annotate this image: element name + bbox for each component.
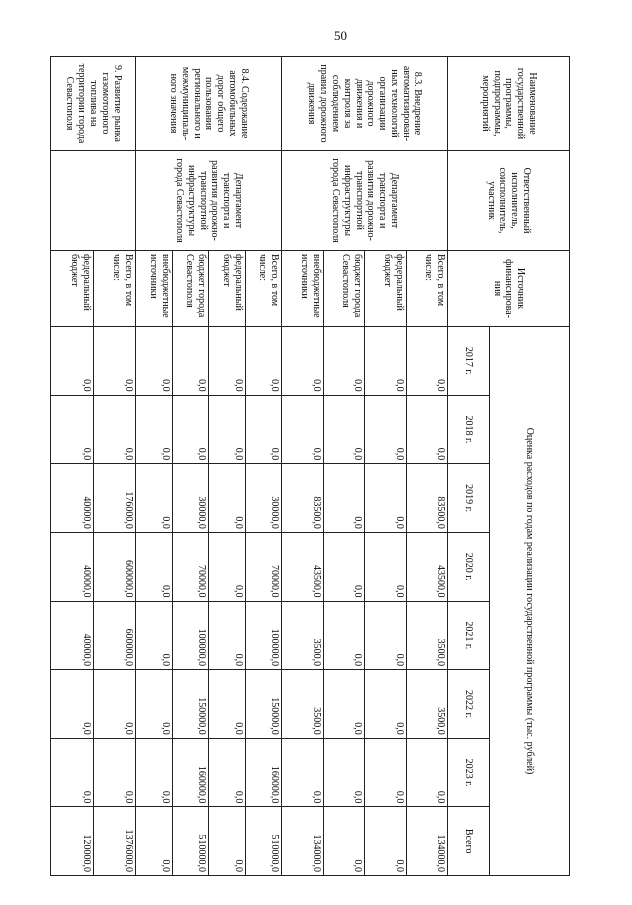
header-year: 2020 г. (448, 532, 490, 601)
header-year: 2019 г. (448, 464, 490, 533)
value-cell: 160000,0 (245, 738, 281, 807)
funding-source: Всего, в том числе: (245, 251, 281, 327)
value-cell: 0,0 (136, 601, 172, 670)
value-cell: 0,0 (209, 464, 245, 533)
value-cell: 3500,0 (282, 601, 324, 670)
value-cell: 0,0 (209, 395, 245, 464)
value-cell: 83500,0 (282, 464, 324, 533)
value-cell: 0,0 (51, 738, 94, 807)
value-cell: 0,0 (209, 670, 245, 739)
value-cell: 0,0 (282, 327, 324, 396)
page-number: 50 (334, 28, 347, 43)
value-cell: 83500,0 (406, 464, 447, 533)
funding-source: внебюджетные источники (282, 251, 324, 327)
total-cell: 1376000,0 (93, 807, 136, 876)
value-cell: 160000,0 (172, 738, 208, 807)
header-estimate: Оценка расходов по годам реализации государственной программы (тыс. рублей) (490, 327, 570, 876)
total-cell: 510000,0 (245, 807, 281, 876)
funding-source: федеральный бюджет (209, 251, 245, 327)
value-cell: 0,0 (172, 395, 208, 464)
header-executor: Ответственный исполнитель, соисполнитель, участник (448, 151, 570, 251)
value-cell: 0,0 (365, 601, 406, 670)
value-cell: 0,0 (365, 738, 406, 807)
value-cell: 0,0 (365, 670, 406, 739)
header-name: Наименование государственной программы, подпрограммы, мероприятий (448, 57, 570, 151)
value-cell: 0,0 (323, 670, 364, 739)
header-year: 2017 г. (448, 327, 490, 396)
value-cell: 100000,0 (172, 601, 208, 670)
value-cell: 0,0 (282, 395, 324, 464)
funding-source: Всего, в том числе: (93, 251, 136, 327)
header-year: 2023 г. (448, 738, 490, 807)
expenditure-table (50, 56, 570, 876)
value-cell: 0,0 (245, 395, 281, 464)
value-cell: 0,0 (172, 327, 208, 396)
funding-source: федеральный бюджет (365, 251, 406, 327)
value-cell: 40000,0 (51, 464, 94, 533)
table-row (93, 57, 136, 876)
value-cell: 0,0 (323, 738, 364, 807)
total-cell: 510000,0 (172, 807, 208, 876)
value-cell: 70000,0 (245, 532, 281, 601)
measure-name: 8.3. Внедрение автоматизирован-ных технологий организации дорожного движения и контроля за соблюдением правил дорожного движения (282, 57, 448, 151)
funding-source: внебюджетные источники (136, 251, 172, 327)
rotated-table-container (50, 56, 570, 876)
header-source: Источник финансирова-ния (448, 251, 570, 327)
total-cell: 134000,0 (406, 807, 447, 876)
value-cell: 150000,0 (172, 670, 208, 739)
measure-name: 9. Развитие рынка газомоторного топлива на территории города Севастополя (51, 57, 136, 151)
header-total: Всего (448, 807, 490, 876)
value-cell: 0,0 (51, 395, 94, 464)
value-cell: 0,0 (136, 532, 172, 601)
value-cell: 0,0 (136, 738, 172, 807)
value-cell: 0,0 (93, 670, 136, 739)
value-cell: 0,0 (323, 601, 364, 670)
value-cell: 0,0 (209, 327, 245, 396)
measure-executor: Департамент транспорта и развития дорожно-транспортной инфраструктуры города Севастополя (282, 151, 448, 251)
value-cell: 0,0 (209, 532, 245, 601)
header-row-top (490, 57, 570, 876)
value-cell: 0,0 (365, 464, 406, 533)
value-cell: 0,0 (51, 670, 94, 739)
funding-source: Всего, в том числе: (406, 251, 447, 327)
table-row (406, 57, 447, 876)
value-cell: 0,0 (365, 395, 406, 464)
value-cell: 43500,0 (282, 532, 324, 601)
funding-source: бюджет города Севастополя (323, 251, 364, 327)
value-cell: 0,0 (323, 464, 364, 533)
funding-source: бюджет города Севастополя (172, 251, 208, 327)
value-cell: 43500,0 (406, 532, 447, 601)
value-cell: 30000,0 (172, 464, 208, 533)
value-cell: 0,0 (365, 327, 406, 396)
value-cell: 0,0 (282, 738, 324, 807)
value-cell: 0,0 (323, 395, 364, 464)
total-cell: 0,0 (209, 807, 245, 876)
value-cell: 600000,0 (93, 601, 136, 670)
total-cell: 0,0 (136, 807, 172, 876)
header-year: 2022 г. (448, 670, 490, 739)
value-cell: 0,0 (93, 395, 136, 464)
value-cell: 3500,0 (406, 670, 447, 739)
measure-name: 8.4. Содержание автомобильных дорог общего пользования регионального и межмуниципаль-ного значения (136, 57, 282, 151)
value-cell: 0,0 (93, 327, 136, 396)
funding-source: федеральный бюджет (51, 251, 94, 327)
value-cell: 176000,0 (93, 464, 136, 533)
value-cell: 3500,0 (406, 601, 447, 670)
value-cell: 0,0 (136, 670, 172, 739)
value-cell: 600000,0 (93, 532, 136, 601)
total-cell: 0,0 (323, 807, 364, 876)
header-year: 2021 г. (448, 601, 490, 670)
total-cell: 0,0 (365, 807, 406, 876)
value-cell: 0,0 (365, 532, 406, 601)
value-cell: 40000,0 (51, 532, 94, 601)
total-cell: 120000,0 (51, 807, 94, 876)
value-cell: 3500,0 (282, 670, 324, 739)
total-cell: 134000,0 (282, 807, 324, 876)
header-year: 2018 г. (448, 395, 490, 464)
value-cell: 0,0 (51, 327, 94, 396)
value-cell: 70000,0 (172, 532, 208, 601)
value-cell: 0,0 (93, 738, 136, 807)
value-cell: 0,0 (406, 395, 447, 464)
value-cell: 0,0 (323, 532, 364, 601)
value-cell: 0,0 (245, 327, 281, 396)
value-cell: 30000,0 (245, 464, 281, 533)
value-cell: 40000,0 (51, 601, 94, 670)
value-cell: 150000,0 (245, 670, 281, 739)
value-cell: 100000,0 (245, 601, 281, 670)
value-cell: 0,0 (209, 601, 245, 670)
value-cell: 0,0 (323, 327, 364, 396)
value-cell: 0,0 (136, 327, 172, 396)
value-cell: 0,0 (209, 738, 245, 807)
table-frame (50, 56, 570, 876)
measure-executor (51, 151, 136, 251)
table-row (245, 57, 281, 876)
measure-executor: Департамент транспорта и развития дорожно-транспортной инфраструктуры города Севастополя (136, 151, 282, 251)
value-cell: 0,0 (136, 395, 172, 464)
value-cell: 0,0 (136, 464, 172, 533)
value-cell: 0,0 (406, 327, 447, 396)
value-cell: 0,0 (406, 738, 447, 807)
